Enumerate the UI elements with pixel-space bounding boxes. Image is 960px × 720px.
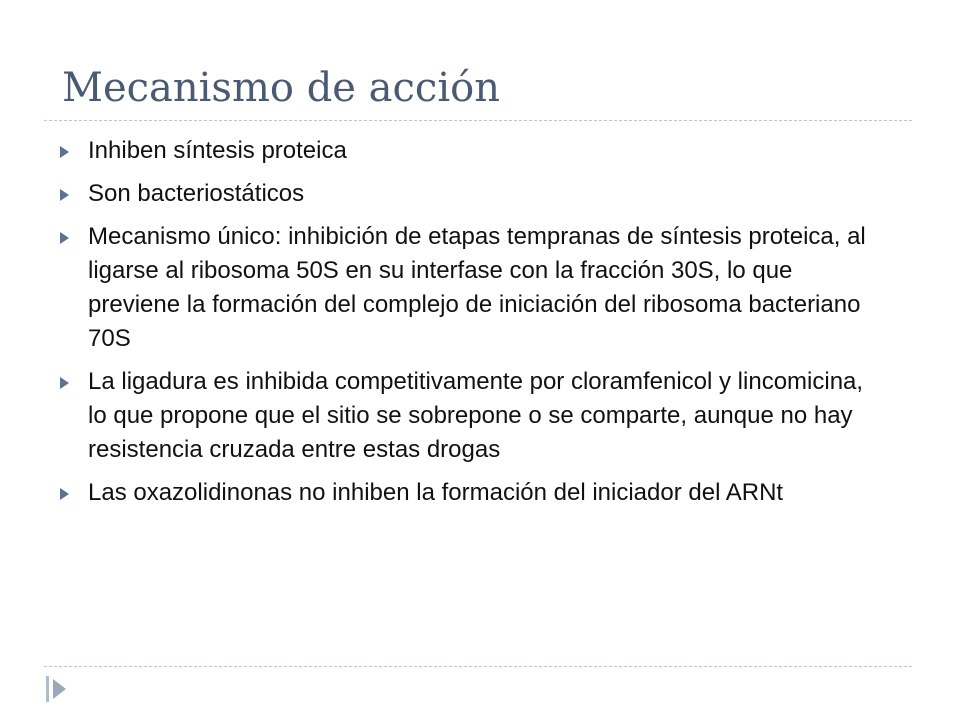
footer-divider [44,666,912,667]
bullet-item [60,365,880,467]
slide-nav-control[interactable] [46,676,68,702]
nav-marker-bar [46,676,49,702]
bullet-item [60,134,880,168]
triangle-right-icon [60,189,69,201]
title-divider [44,120,912,121]
triangle-right-icon [60,488,69,500]
bullet-text: Las oxazolidinonas no inhiben la formación del iniciador del ARNt [88,479,784,506]
bullet-text: La ligadura es inhibida competitivamente por cloramfenicol y lincomicina, lo que propone que el sitio se sobrepone o se comparte, aunque no hay resistencia cruzada entre estas drogas [88,368,864,463]
bullet-item [60,220,880,356]
bullet-item [60,476,880,510]
triangle-right-icon [60,377,69,389]
slide-nav-arrow-icon[interactable] [53,679,66,699]
triangle-right-icon [60,146,69,158]
bullet-list [60,134,880,519]
bullet-text: Inhiben síntesis proteica [88,137,347,164]
bullet-text: Mecanismo único: inhibición de etapas tempranas de síntesis proteica, al ligarse al ribosoma 50S en su interfase con la fracción 30S, lo que previene la formación del complejo de iniciación del ribosoma bacteriano 70S [88,223,866,352]
slide-title: Mecanismo de acción [62,65,500,111]
bullet-item [60,177,880,211]
bullet-text: Son bacteriostáticos [88,180,305,207]
triangle-right-icon [60,232,69,244]
